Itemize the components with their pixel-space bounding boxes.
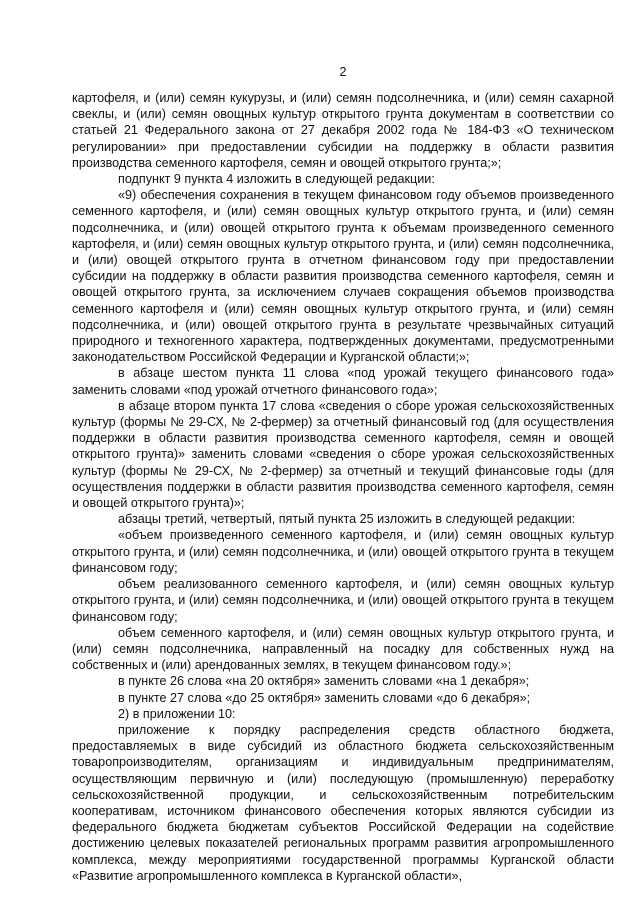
paragraph-point-9-text: «9) обеспечения сохранения в текущем финансовом году объемов произведенного семенного картофеля, и (или) семян овощных культур открытого грунта, и (или) семян подсолнечника, и (или) овощей открытого грунта к объемам произведенного семенного картофеля, и (или) семян овощных культур открытого грунта, и (или) семян подсолнечника, и (или) овощей открытого грунта в отчетном финансовом году при предоставлении субсидии на поддержку в области развития производства семенного картофеля, семян и овощей открытого грунта, за исключением случаев сокращения объемов производства семенного картофеля и (или) семян овощных культур открытого грунта, и (или) семян подсолнечника, и (или) овощей открытого грунта в результате чрезвычайных ситуаций природного и техногенного характера, подтвержденных документами, предусмотренными законодательством Российской Федерации и Курганской области;»; [72, 188, 614, 365]
paragraph-point-27: в пункте 27 слова «до 25 октября» заменить словами «до 6 декабря»; [118, 690, 531, 705]
paragraph-point-17: в абзаце втором пункта 17 слова «сведения о сборе урожая сельскохозяйственных культур (формы № 29-СХ, № 2-фермер) за отчетный финансовый год (для осуществления поддержки в области развития производства семенного картофеля, семян и овощей открытого грунта)» заменить словами «сведения о сборе урожая сельскохозяйственных культур (формы № 29-СХ, № 2-фермер) за отчетный и текущий финансовые годы (для осуществления поддержки в области развития производства семенного картофеля, семян и овощей открытого грунта)»; [72, 398, 614, 511]
paragraph-volume-sold: объем реализованного семенного картофеля, и (или) семян овощных культур открытого грунта, и (или) семян подсолнечника, и (или) овощей открытого грунта в текущем финансовом году; [72, 577, 614, 624]
paragraph-volume-produced: «объем произведенного семенного картофеля, и (или) семян овощных культур открытого грунта, и (или) семян подсолнечника, и (или) овощей открытого грунта в текущем финансовом году; [72, 528, 614, 575]
paragraph-appendix-10: 2) в приложении 10: [118, 706, 236, 721]
page-number: 2 [339, 65, 347, 79]
paragraph-continuation: картофеля, и (или) семян кукурузы, и (или) семян подсолнечника, и (или) семян сахарной свеклы, и (или) семян овощных культур открытого грунта документам в соответствии со статьей 21 Федерального закона от 27 декабря 2002 года № 184-ФЗ «О техническом регулировании» при предоставлении субсидии на поддержку в области развития производства семенного картофеля, семян и овощей открытого грунта;»; [72, 91, 614, 170]
paragraph-point-26: в пункте 26 слова «на 20 октября» заменить словами «на 1 декабря»; [118, 674, 530, 689]
paragraph-subpoint-9: подпункт 9 пункта 4 изложить в следующей редакции: [118, 172, 435, 187]
paragraph-point-11: в абзаце шестом пункта 11 слова «под урожай текущего финансового года» заменить словами «под урожай отчетного финансового года»; [72, 366, 614, 397]
paragraph-volume-planted: объем семенного картофеля, и (или) семян овощных культур открытого грунта, и (или) семян подсолнечника, направленный на посадку для собственных нужд на собственных и (или) арендованных землях, в текущем финансовом году.»; [72, 625, 614, 673]
paragraph-appendix-text: приложение к порядку распределения средств областного бюджета, предоставляемых в виде субсидий из областного бюджета сельскохозяйственным товаропроизводителям, организациям и индивидуальным предпринимателям, осуществляющим первичную и (или) последующую (промышленную) переработку сельскохозяйственной продукции, и сельскохозяйственным потребительским кооперативам, источником финансового обеспечения которых являются субсидии из федерального бюджета бюджетам субъектов Российской Федерации на содействие достижению целевых показателей региональных программ развития агропромышленного комплекса, между мероприятиями государственной программы Курганской области «Развитие агропромышленного комплекса в Курганской области», [72, 722, 614, 883]
paragraph-point-25: абзацы третий, четвертый, пятый пункта 25 изложить в следующей редакции: [118, 512, 576, 527]
